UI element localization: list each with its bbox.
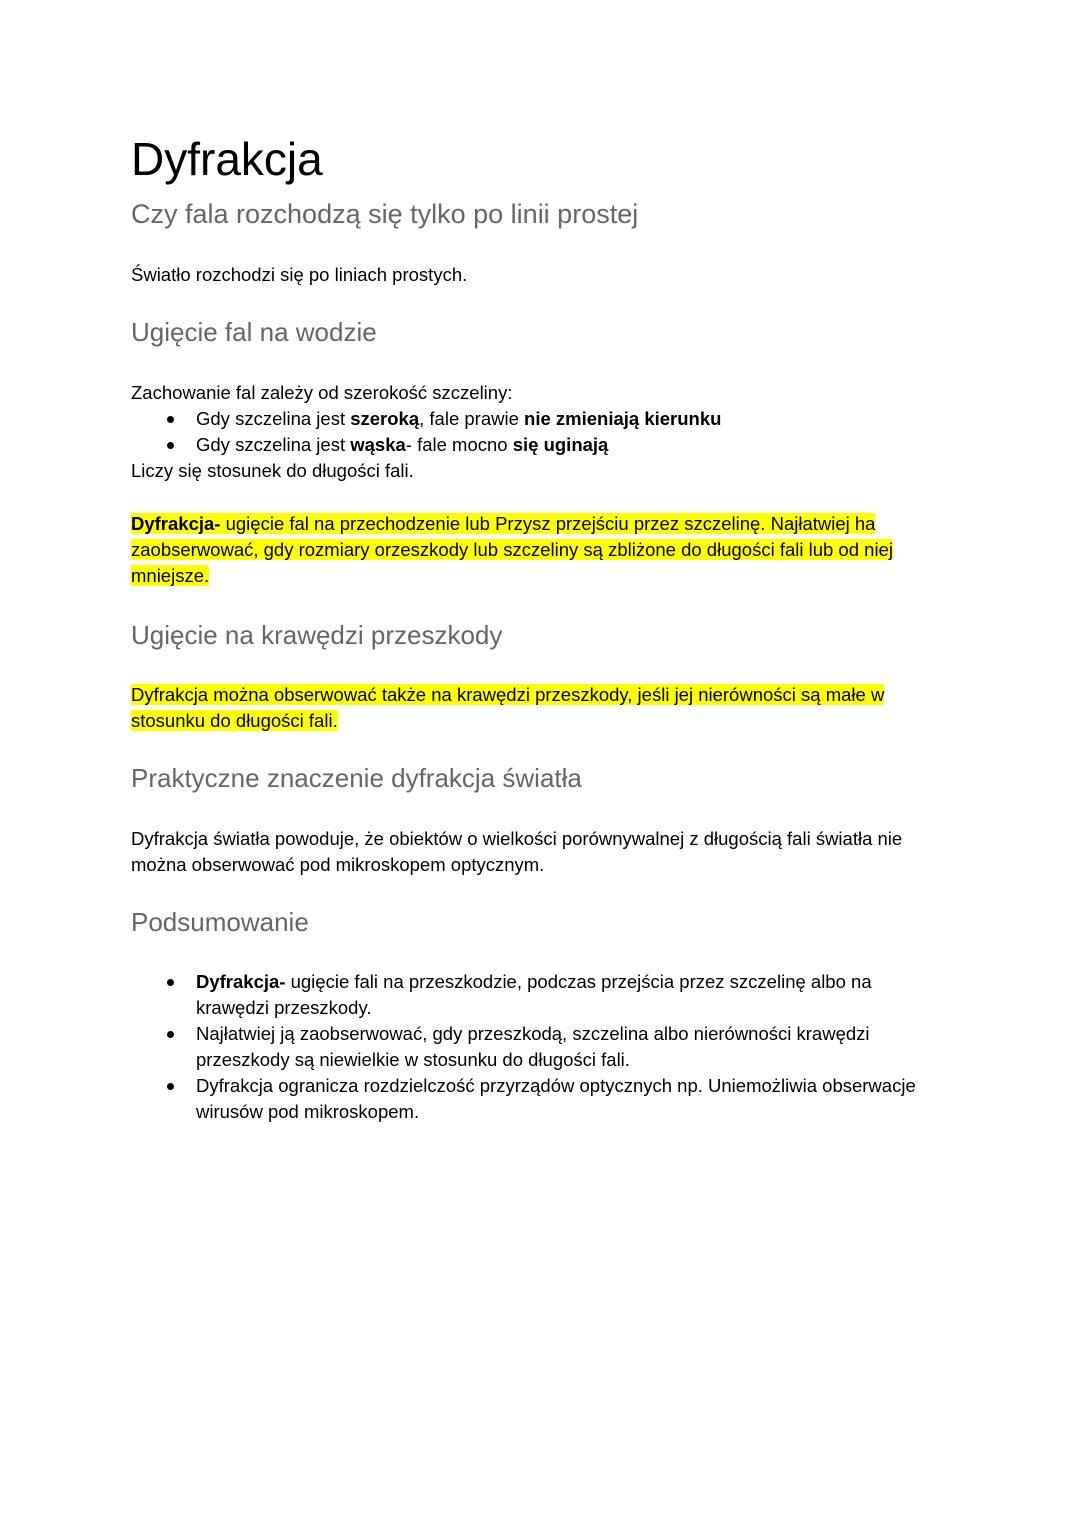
section-heading-practical-meaning: Praktyczne znaczenie dyfrakcja światła	[131, 763, 582, 793]
wavelength-ratio-note: Liczy się stosunek do długości fali.	[131, 460, 414, 481]
intro-paragraph: Światło rozchodzi się po liniach prostych.	[131, 264, 468, 285]
definition-text: ugięcie fal na przechodzenie lub Przysz przejściu przez szczelinę. Najłatwiej ha zaobserwować, gdy rozmiary orzeszkody lub szczeliny są zbliżone do długości fali lub od niej mniejsze.	[131, 513, 893, 586]
slit-width-list	[131, 406, 931, 458]
definition-paragraph	[131, 511, 946, 589]
bullet-icon	[167, 416, 174, 423]
list-item: Dyfrakcja- ugięcie fali na przeszkodzie, podczas przejścia przez szczelinę albo na krawędzi przeszkody.	[131, 969, 946, 1021]
bullet-icon	[167, 1031, 174, 1038]
list-item: Gdy szczelina jest szeroką, fale prawie nie zmieniają kierunku	[131, 406, 931, 432]
bullet-icon	[167, 1083, 174, 1090]
section-heading-obstacle-edge: Ugięcie na krawędzi przeszkody	[131, 620, 503, 650]
list-item: Najłatwiej ją zaobserwować, gdy przeszkodą, szczelina albo nierówności krawędzi przeszkody są niewielkie w stosunku do długości fali.	[131, 1021, 946, 1073]
section-heading-water-waves: Ugięcie fal na wodzie	[131, 317, 377, 347]
list-item: Dyfrakcja ogranicza rozdzielczość przyrządów optycznych np. Uniemożliwia obserwacje wirusów pod mikroskopem.	[131, 1073, 946, 1125]
practical-meaning-paragraph: Dyfrakcja światła powoduje, że obiektów o wielkości porównywalnej z długością fali światła nie można obserwować pod mikroskopem optycznym.	[131, 828, 903, 875]
document-title: Dyfrakcja	[131, 133, 323, 185]
document-subtitle: Czy fala rozchodzą się tylko po linii prostej	[131, 199, 639, 229]
section-heading-summary: Podsumowanie	[131, 907, 309, 937]
obstacle-edge-paragraph	[131, 682, 951, 734]
list-item: Gdy szczelina jest wąska- fale mocno się uginają	[131, 432, 931, 458]
highlighted-text: Dyfrakcja można obserwować także na krawędzi przeszkody, jeśli jej nierówności są małe w stosunku do długości fali.	[131, 684, 885, 731]
bullet-icon	[167, 979, 174, 986]
summary-list	[131, 969, 946, 1125]
water-waves-lead: Zachowanie fal zależy od szerokość szczeliny:	[131, 382, 513, 403]
bullet-icon	[167, 442, 174, 449]
highlighted-definition	[131, 513, 893, 586]
definition-term: Dyfrakcja-	[131, 513, 221, 534]
